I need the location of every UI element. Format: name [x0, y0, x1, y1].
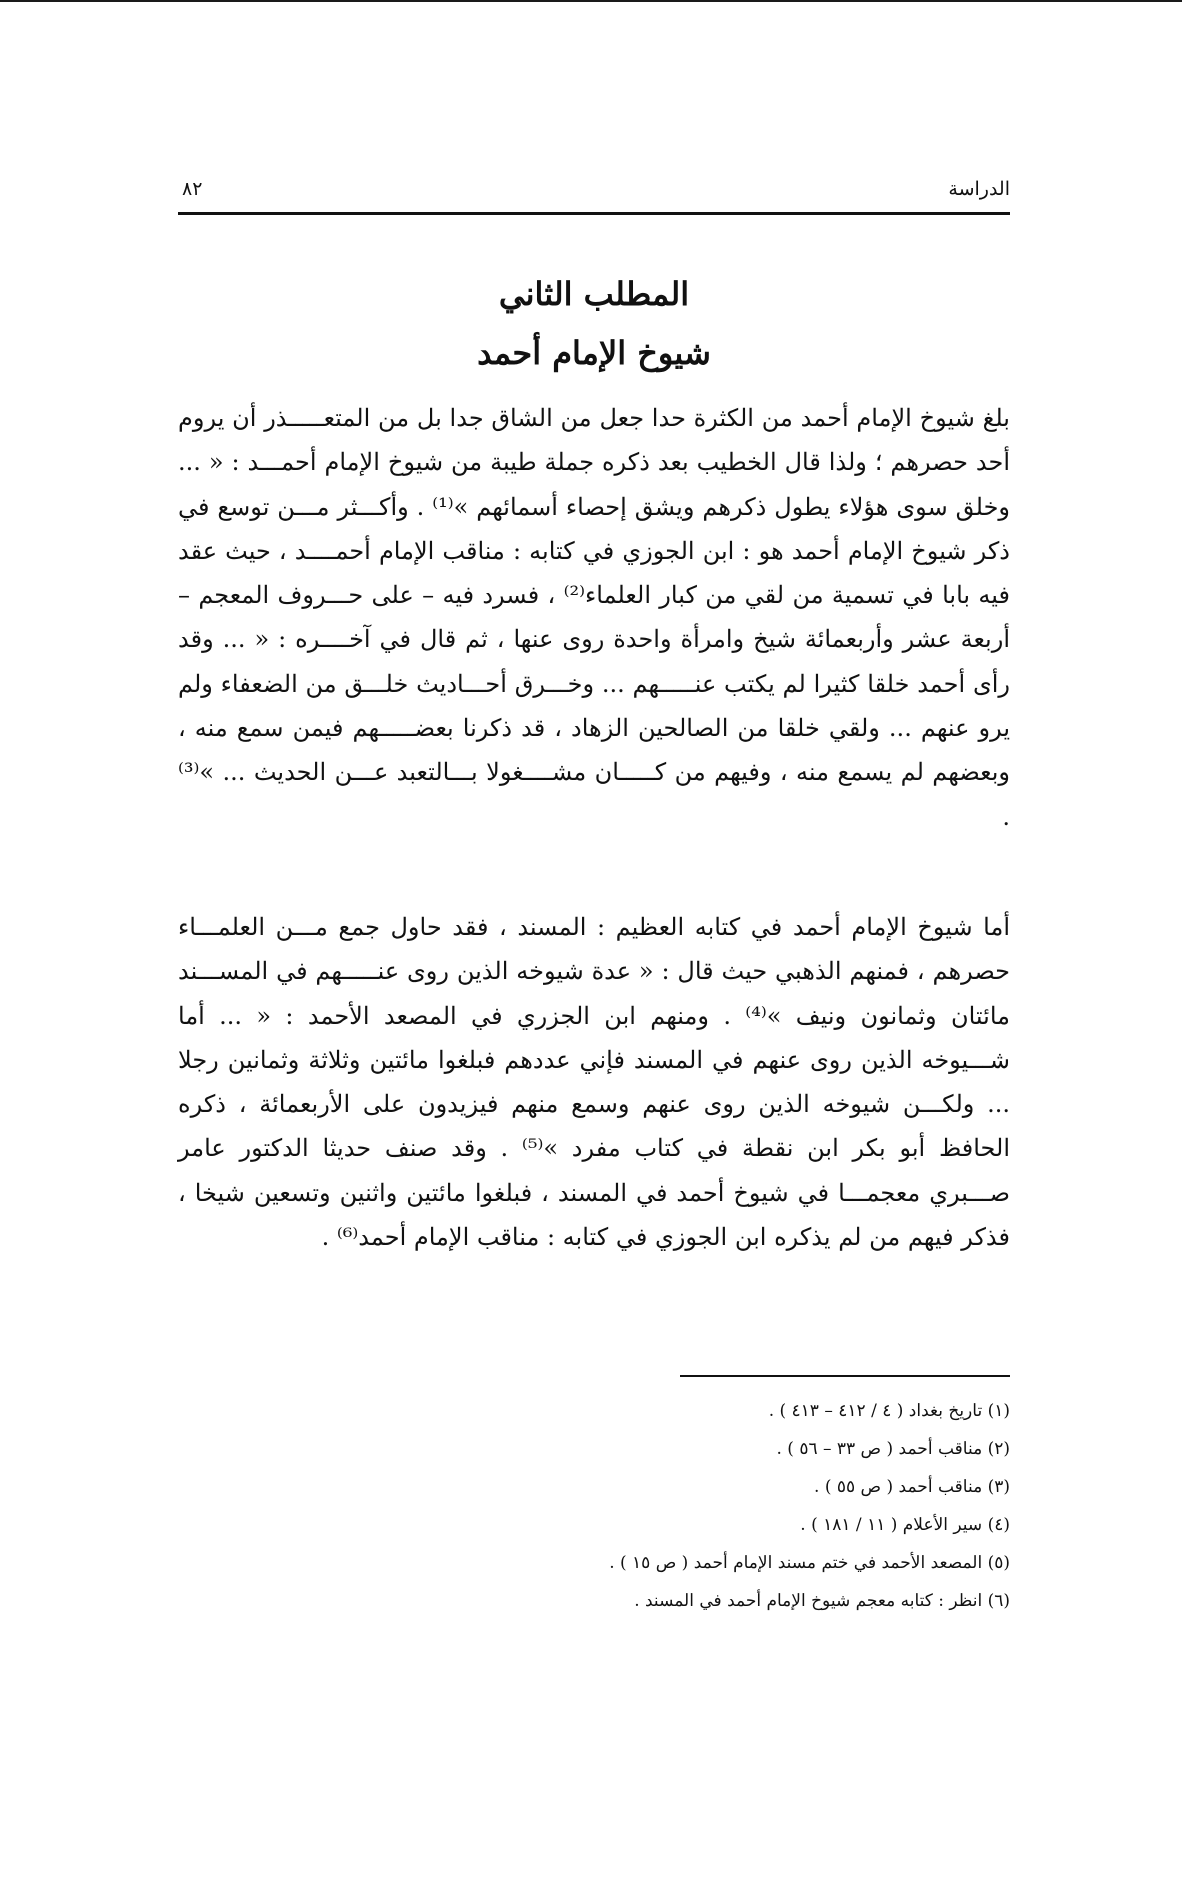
page-number: ٨٢: [182, 178, 203, 200]
header-divider: [178, 212, 1010, 215]
footnote-4: (٤) سير الأعلام ( ١١ / ١٨١ ) .: [800, 1515, 1010, 1535]
footnote-3: (٣) مناقب أحمد ( ص ٥٥ ) .: [814, 1477, 1010, 1497]
body-paragraph-2: أما شيوخ الإمام أحمد في كتابه العظيم : المسند ، فقد حاول جمع مـــن العلمـــاء حصرهم ، فمنهم الذهبي حيث قال : « عدة شيوخه الذين روى عنـــــهم في المســـند مائتان وثمانون ونيف »⁽⁴⁾ . ومنهم ابن الجزري في المصعد الأحمد : « ... أما شـــيوخه الذين روى عنهم في المسند فإني عددهم فبلغوا مائتين وثلاثة وثمانين رجلا ... ولكـــن شيوخه الذين روى عنهم وسمع منهم فيزيدون على الأربعمائة ، ذكره الحافظ أبو بكر ابن نقطة في كتاب مفرد »⁽⁵⁾ . وقد صنف حديثا الدكتور عامر صـــبري معجمـــا في شيوخ أحمد في المسند ، فبلغوا مائتين واثنين وتسعين شيخا ، فذكر فيهم من لم يذكره ابن الجوزي في كتابه : مناقب الإمام أحمد⁽⁶⁾ .: [178, 913, 1010, 1252]
body-paragraph-1: بلغ شيوخ الإمام أحمد من الكثرة حدا جعل من الشاق جدا بل من المتعـــــذر أن يروم أحد حصرهم ؛ ولذا قال الخطيب بعد ذكره جملة طيبة من شيوخ الإمام أحمـــد : « ... وخلق سوى هؤلاء يطول ذكرهم ويشق إحصاء أسمائهم »⁽¹⁾ . وأكـــثر مـــن توسع في ذكر شيوخ الإمام أحمد هو : ابن الجوزي في كتابه : مناقب الإمام أحمــــد ، حيث عقد فيه بابا في تسمية من لقي من كبار العلماء⁽²⁾ ، فسرد فيه – على حـــروف المعجم – أربعة عشر وأربعمائة شيخ وامرأة واحدة روى عنها ، ثم قال في آخــــره : « ... وقد رأى أحمد خلقا كثيرا لم يكتب عنـــــهم ... وخـــرق أحـــاديث خلـــق من الضعفاء ولم يرو عنهم ... ولقي خلقا من الصالحين الزهاد ، قد ذكرنا بعضـــــهم فيمن سمع منه ، وبعضهم لم يسمع منه ، وفيهم من كـــــان مشــــغولا بـــالتعبد عـــن الحديث ... »⁽³⁾ .: [178, 404, 1011, 831]
footnote-list: [178, 1392, 1010, 1620]
header-section-name: الدراسة: [948, 178, 1010, 200]
footnote-1: (١) تاريخ بغداد ( ٤ / ٤١٢ – ٤١٣ ) .: [768, 1401, 1010, 1421]
footnote-2: (٢) مناقب أحمد ( ص ٣٣ – ٥٦ ) .: [776, 1439, 1010, 1459]
footnote-divider: [680, 1375, 1010, 1377]
running-header: [178, 178, 1010, 212]
chapter-subtitle: شيوخ الإمام أحمد: [477, 334, 711, 372]
footnote-5: (٥) المصعد الأحمد في ختم مسند الإمام أحمد ( ص ١٥ ) .: [609, 1553, 1010, 1573]
book-page: [178, 0, 1010, 1899]
footnote-6: (٦) انظر : كتابه معجم شيوخ الإمام أحمد في المسند .: [634, 1591, 1010, 1611]
chapter-title: المطلب الثاني: [498, 275, 690, 313]
